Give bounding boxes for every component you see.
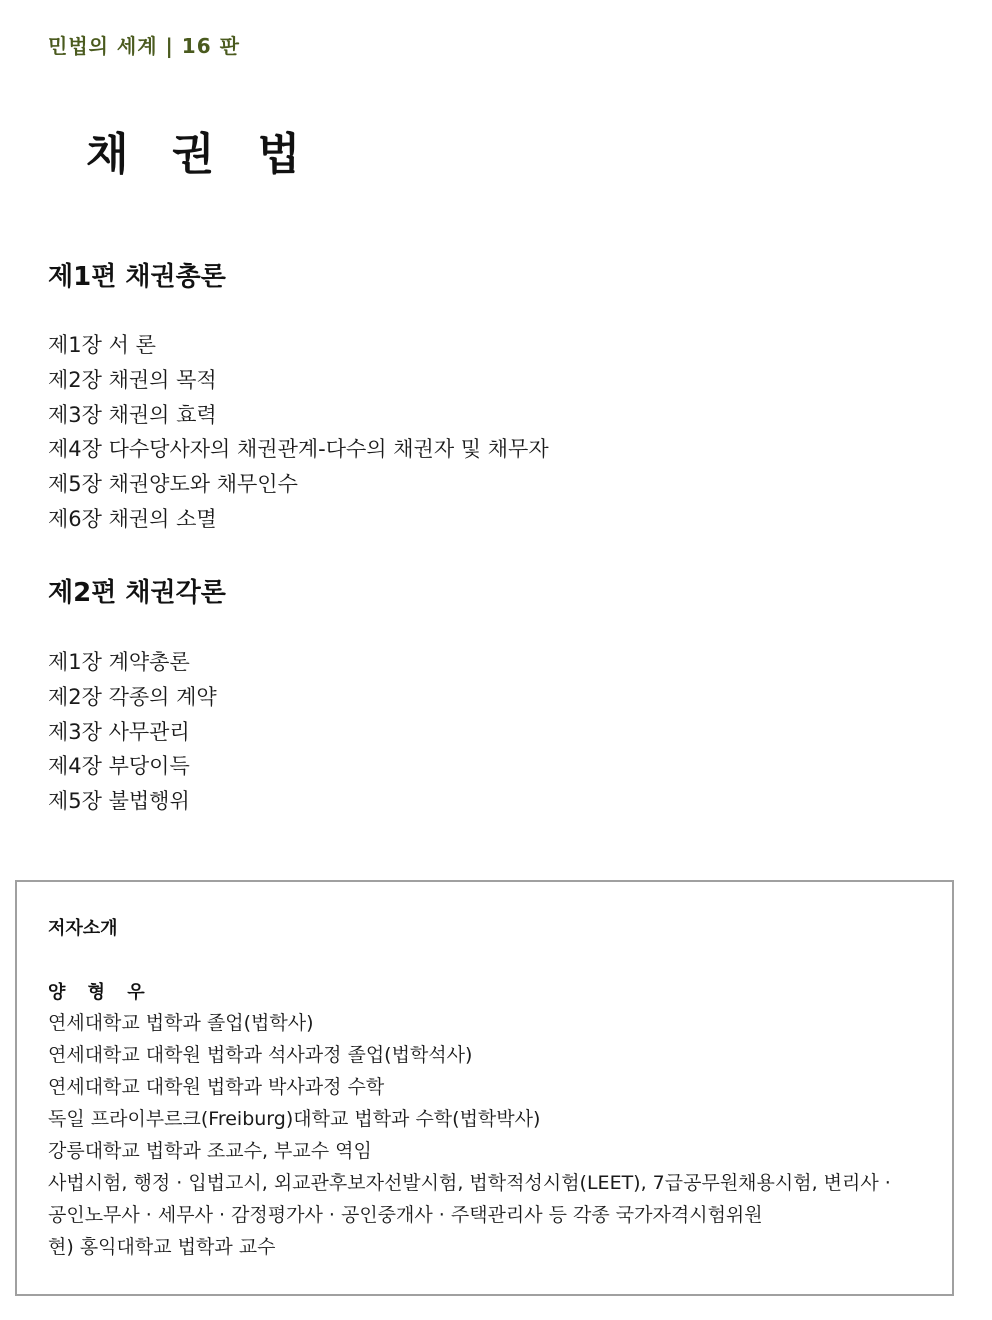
chapter-item: 제3장 사무관리 <box>48 719 190 744</box>
author-name: 양 형 우 <box>48 982 153 1003</box>
part-1-chapter-list <box>48 328 549 537</box>
bio-line: 독일 프라이부르크(Freiburg)대학교 법학과 수학(법학박사) <box>48 1108 541 1130</box>
bio-line: 연세대학교 대학원 법학과 석사과정 졸업(법학석사) <box>48 1044 473 1066</box>
bio-line: 연세대학교 법학과 졸업(법학사) <box>48 1012 314 1034</box>
chapter-item: 제4장 다수당사자의 채권관계-다수의 채권자 및 채무자 <box>48 437 549 462</box>
part-2-heading: 제2편 채권각론 <box>48 578 226 608</box>
author-heading: 저자소개 <box>48 918 118 939</box>
bio-line: 연세대학교 대학원 법학과 박사과정 수학 <box>48 1076 385 1098</box>
bio-line: 강릉대학교 법학과 조교수, 부교수 역임 <box>48 1140 372 1162</box>
chapter-item: 제5장 채권양도와 채무인수 <box>48 472 298 497</box>
part-1-heading: 제1편 채권총론 <box>48 262 226 292</box>
bio-line: 사법시험, 행정 · 입법고시, 외교관후보자선발시험, 법학적성시험(LEET), 7급공무원채용시험, 변리사 · <box>48 1172 891 1194</box>
chapter-item: 제1장 서 론 <box>48 333 156 357</box>
chapter-item: 제2장 채권의 목적 <box>48 367 217 392</box>
chapter-item: 제6장 채권의 소멸 <box>48 506 217 531</box>
author-bio-list <box>48 1007 891 1263</box>
series-label: 민법의 세계 | 16 판 <box>48 34 240 58</box>
chapter-item: 제2장 각종의 계약 <box>48 684 217 709</box>
bio-line: 현) 홍익대학교 법학과 교수 <box>48 1236 276 1258</box>
part-2-chapter-list <box>48 645 217 819</box>
chapter-item: 제3장 채권의 효력 <box>48 402 217 427</box>
chapter-item: 제1장 계약총론 <box>48 650 190 674</box>
book-title: 채 권 법 <box>86 129 315 180</box>
bio-line: 공인노무사 · 세무사 · 감정평가사 · 공인중개사 · 주택관리사 등 각종 국가자격시험위원 <box>48 1204 763 1226</box>
author-box <box>15 880 954 1296</box>
chapter-item: 제5장 불법행위 <box>48 789 190 814</box>
chapter-item: 제4장 부당이득 <box>48 754 190 779</box>
